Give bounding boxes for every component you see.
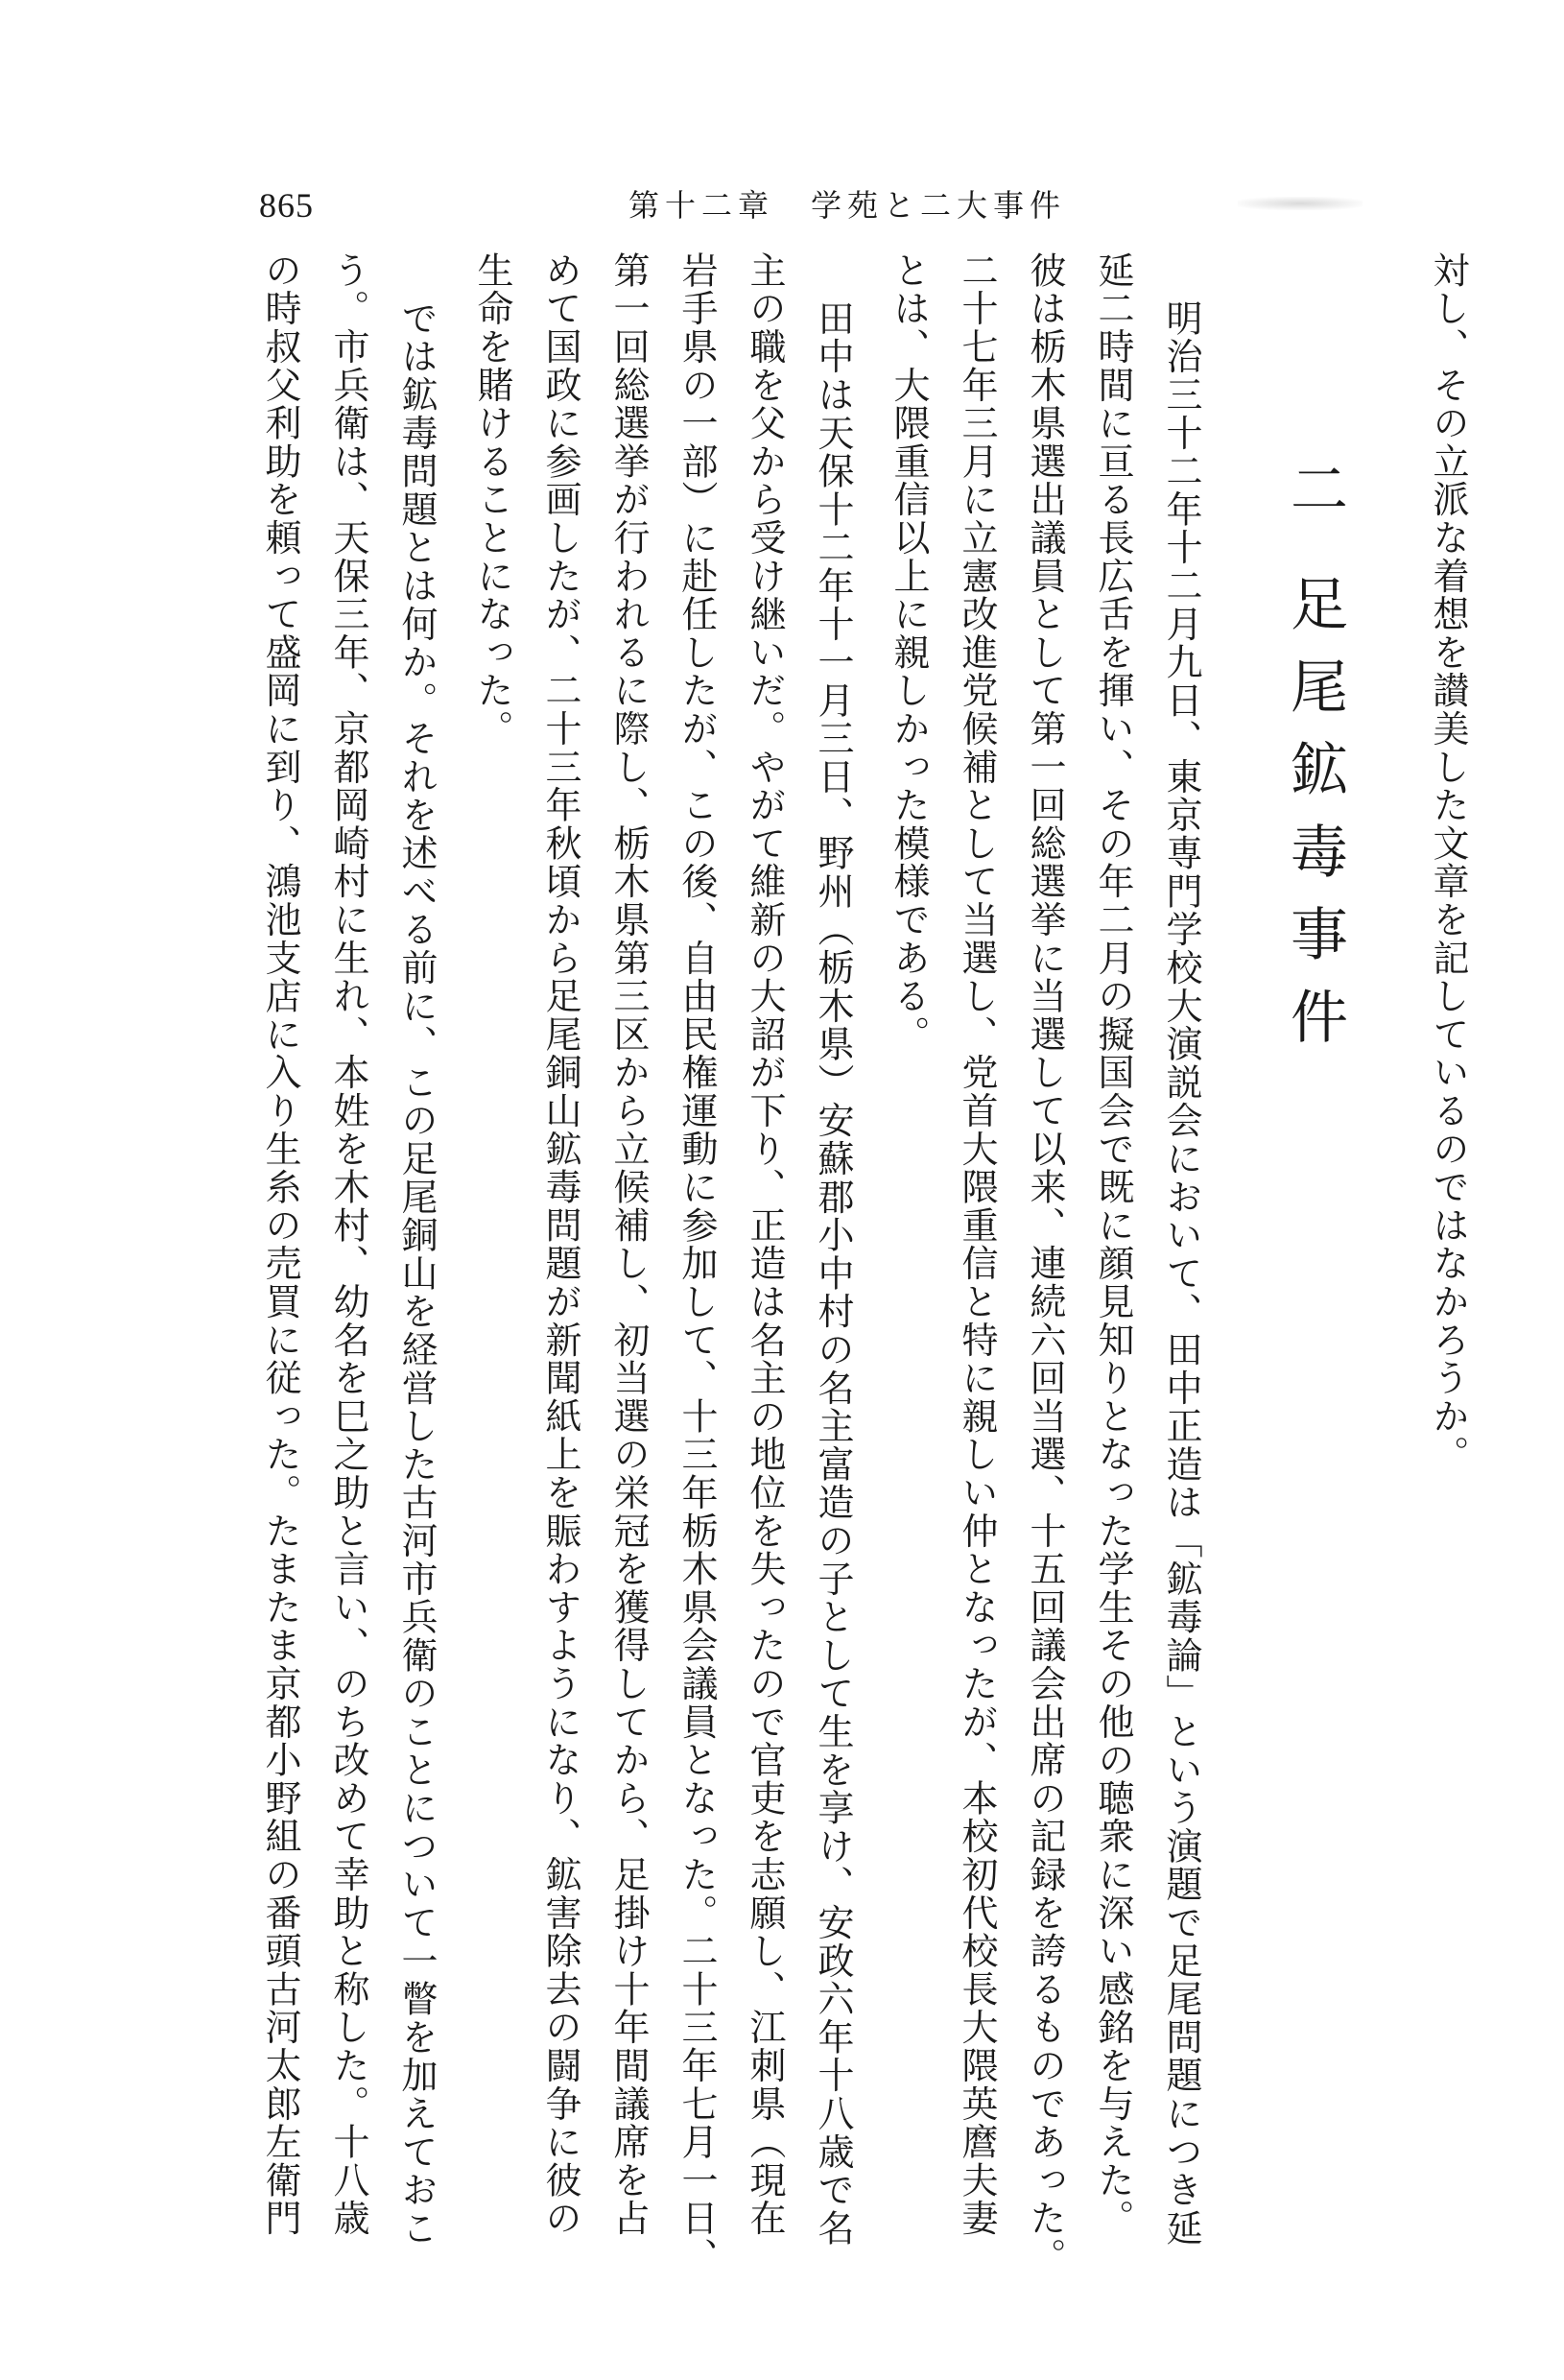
scan-smudge [1238,197,1363,210]
text-column: 対し、その立派な着想を讃美した文章を記しているのではなかろうか。 [1427,251,1469,1474]
text-column: とは、大隈重信以上に親しかった模様である。 [888,251,930,1054]
text-column: 第一回総選挙が行われるに際し、栃木県第三区から立候補し、初当選の栄冠を獲得してから、足掛け十年間議席を占 [607,251,650,2238]
text-column: 生命を賭けることになった。 [471,251,513,749]
text-column: 彼は栃木県選出議員として第一回総選挙に当選して以来、連続六回当選、十五回議会出席の記録を誇るものであった。 [1024,251,1066,2276]
section-title: 足尾鉱毒事件 [1281,574,1348,1069]
page-number: 865 [259,186,314,225]
text-column: 岩手県の一部）に赴任したが、この後、自由民権運動に参加して、十三年栃木県会議員となった。二十三年七月一日、 [675,251,718,2276]
text-column: 明治三十二年十二月九日、東京専門学校大演説会において、田中正造は「鉱毒論」という演題で足尾問題につき延 [1160,299,1202,2248]
text-column: では鉱毒問題とは何か。それを述べる前に、この足尾銅山を経営した古河市兵衛のことについて一瞥を加えておこ [395,299,438,2248]
text-column: 田中は天保十二年十一月三日、野州（栃木県）安蘇郡小中村の名主富造の子として生を享け、安政六年十八歳で名 [812,299,854,2248]
text-column: う。市兵衛は、天保三年、京都岡崎村に生れ、本姓を木村、幼名を巳之助と言い、のち改めて幸助と称した。十八歳 [327,251,369,2238]
text-column: 主の職を父から受け継いだ。やがて維新の大詔が下り、正造は名主の地位を失ったので官吏を志願し、江刺県（現在 [744,251,786,2238]
text-column: の時叔父利助を頼って盛岡に到り、鴻池支店に入り生糸の売買に従った。たまたま京都小野組の番頭古河太郎左衛門 [259,251,301,2238]
section-heading [1276,459,1353,1069]
text-column: 二十七年三月に立憲改進党候補として当選し、党首大隈重信と特に親しい仲となったが、本校初代校長大隈英麿夫妻 [956,251,998,2238]
section-number: 二 [1281,459,1348,516]
running-head: 第十二章 学苑と二大事件 [628,187,1067,224]
text-column: 延二時間に亘る長広舌を揮い、その年二月の擬国会で既に顔見知りとなった学生その他の聴衆に深い感銘を与えた。 [1092,251,1134,2238]
text-column: めて国政に参画したが、二十三年秋頃から足尾銅山鉱毒問題が新聞紙上を賑わすようになり、鉱害除去の闘争に彼の [539,251,581,2238]
